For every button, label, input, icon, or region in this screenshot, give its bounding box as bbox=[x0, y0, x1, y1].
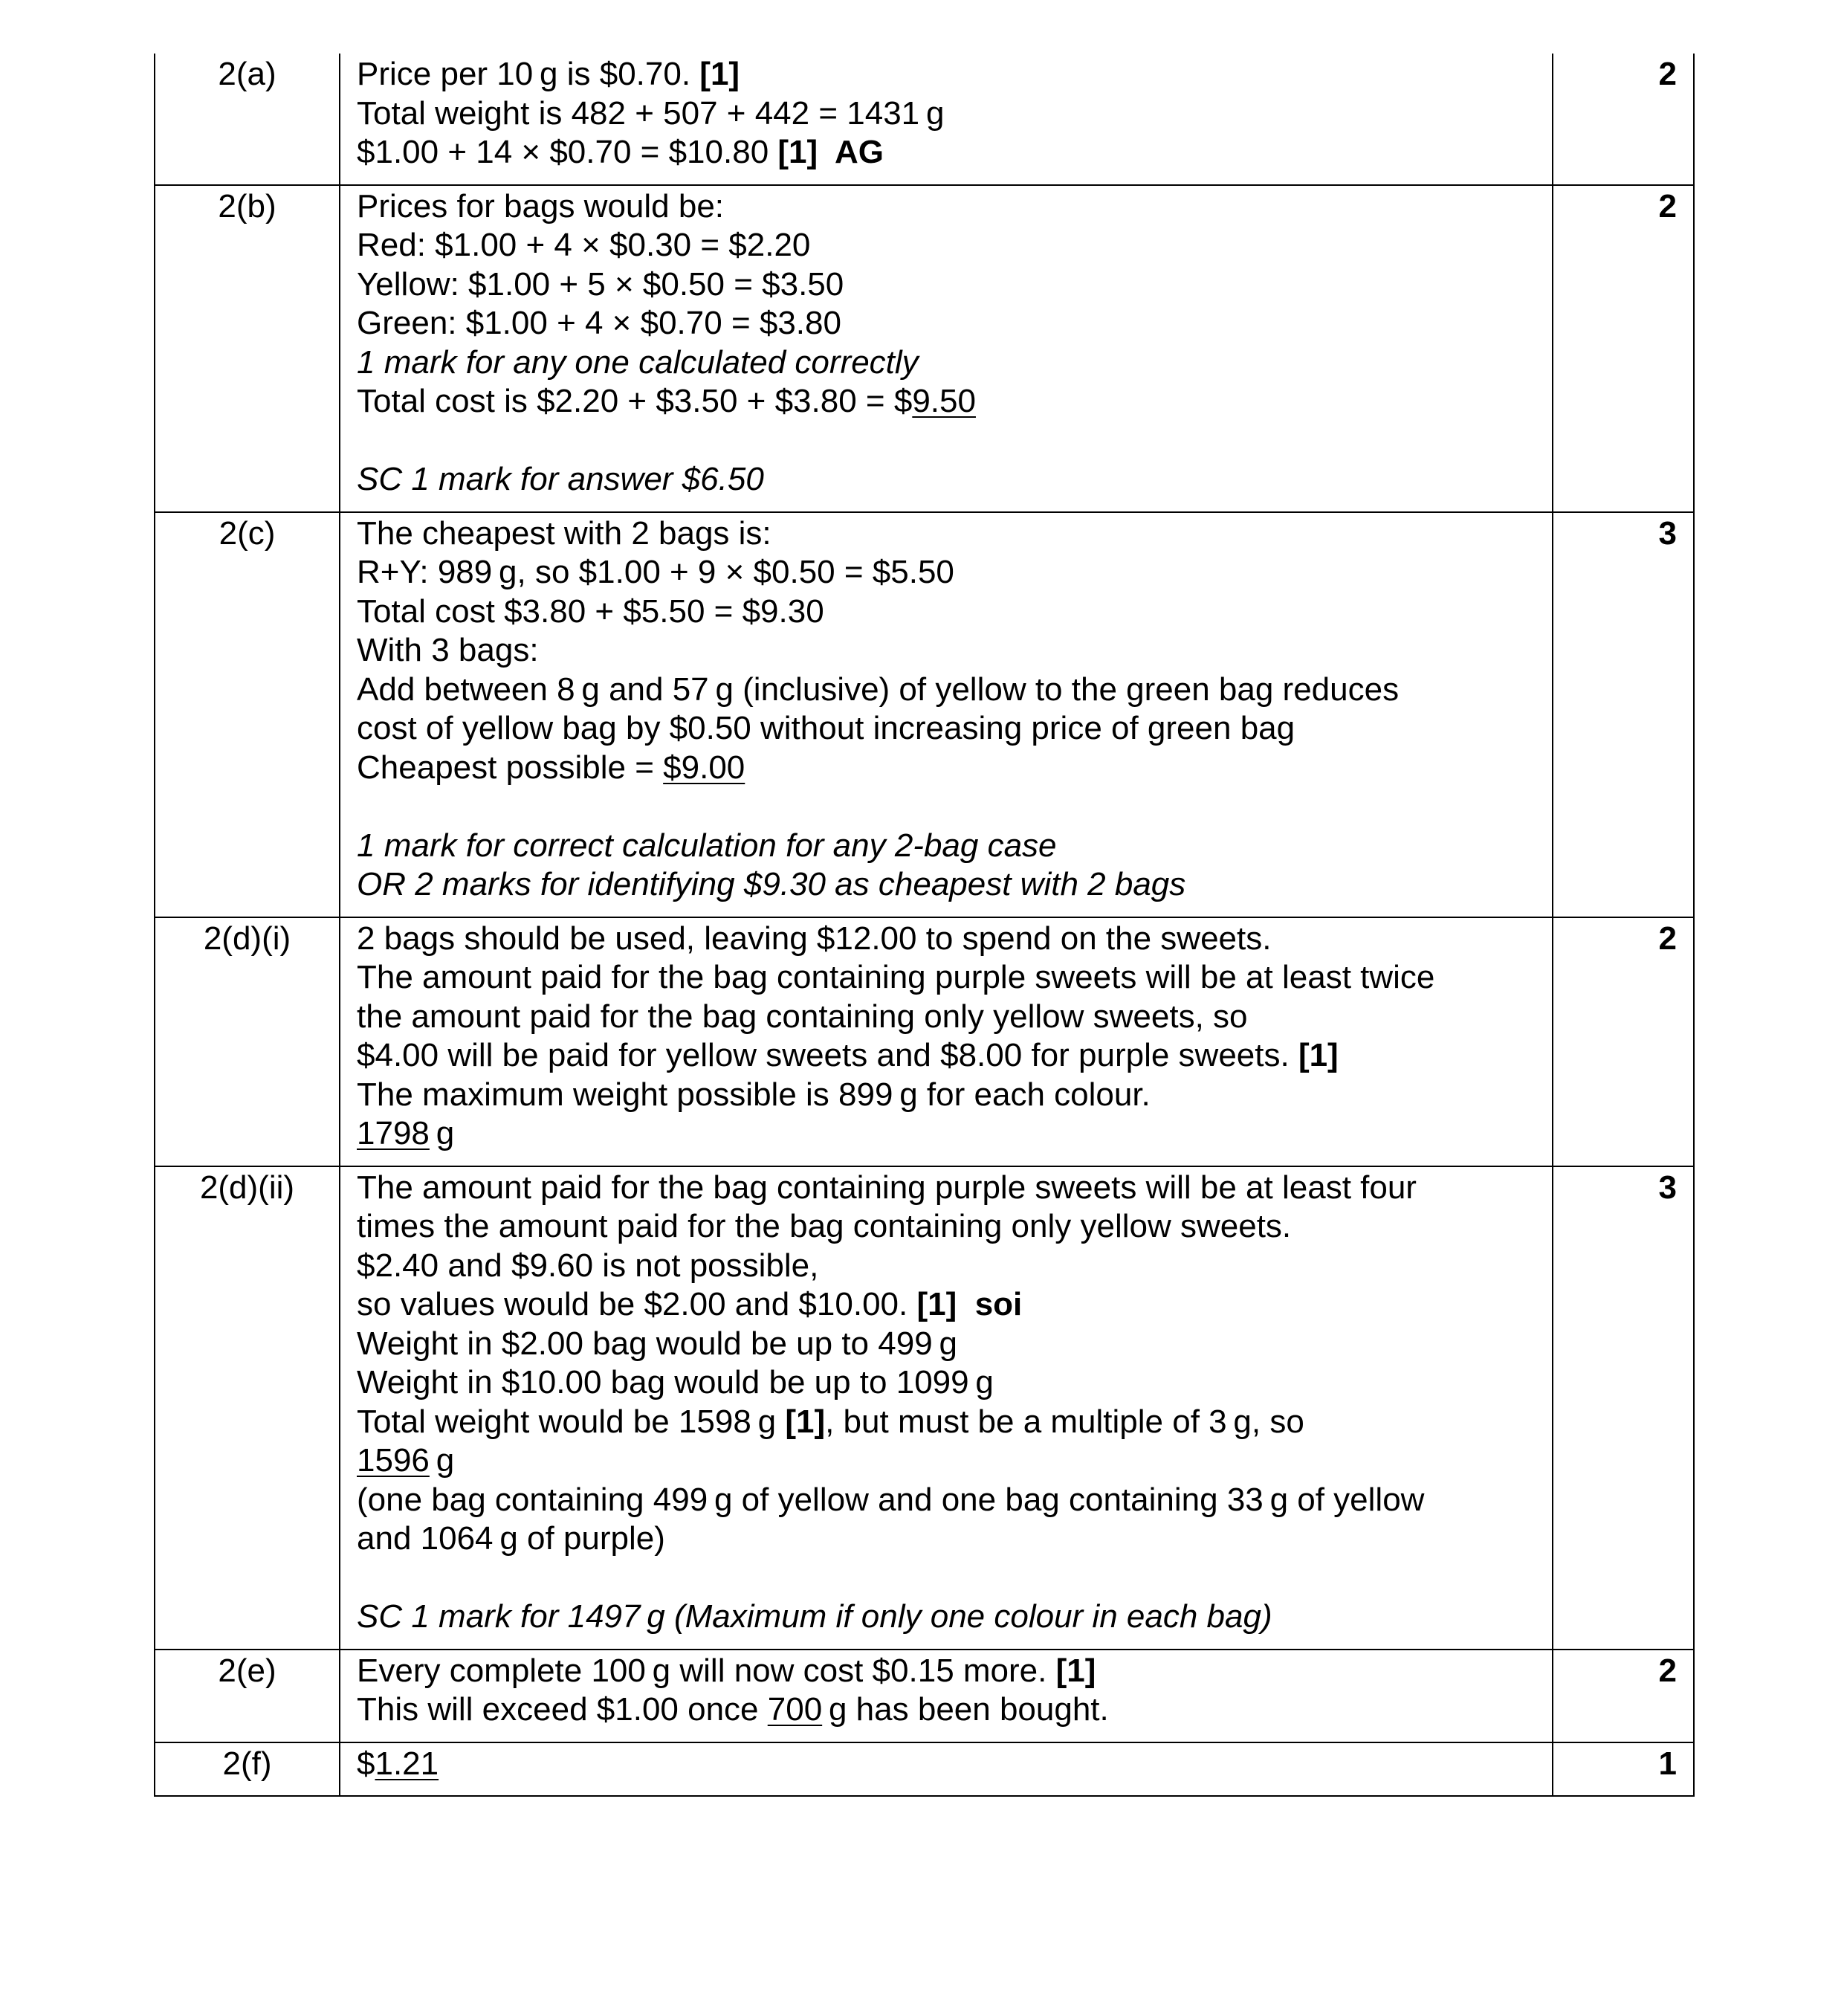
question-number: 2(d)(ii) bbox=[155, 1166, 340, 1650]
answer-cell bbox=[340, 917, 1553, 1166]
answer-line bbox=[357, 1363, 1544, 1403]
answer-line bbox=[357, 382, 1544, 421]
answer-text: Cheapest possible = bbox=[357, 749, 664, 786]
answer-text: Total cost $3.80 + $5.50 = $9.30 bbox=[357, 592, 824, 630]
answer-text: The amount paid for the bag containing purple sweets will be at least twice bbox=[357, 959, 1435, 995]
answer-line bbox=[357, 265, 1544, 305]
answer-text: Green: $1.00 + 4 × $0.70 = $3.80 bbox=[357, 305, 841, 341]
answer-text: Yellow: $1.00 + 5 × $0.50 = $3.50 bbox=[357, 265, 844, 303]
answer-line bbox=[357, 304, 1544, 343]
answer-text: Prices for bags would be: bbox=[357, 187, 725, 224]
final-answer: 9.50 bbox=[912, 383, 976, 419]
answer-text: This will exceed $1.00 once bbox=[357, 1691, 768, 1728]
answer-text: $4.00 will be paid for yellow sweets and $8.00 for purple sweets. bbox=[357, 1037, 1298, 1073]
answer-line bbox=[357, 631, 1544, 671]
answer-line bbox=[357, 1207, 1544, 1247]
answer-line bbox=[357, 709, 1544, 749]
answer-text: The maximum weight possible is 899 g for each colour. bbox=[357, 1076, 1151, 1113]
answer-text: Every complete 100 g will now cost $0.15 more. bbox=[357, 1652, 1056, 1689]
answer-line bbox=[357, 827, 1544, 866]
answer-line bbox=[357, 1169, 1544, 1208]
answer-text: g bbox=[429, 1442, 455, 1479]
answer-text: Add between 8 g and 57 g (inclusive) of yellow to the green bag reduces bbox=[357, 671, 1400, 708]
answer-line bbox=[357, 592, 1544, 632]
answer-cell bbox=[340, 1166, 1553, 1650]
answer-text: 2 bags should be used, leaving $12.00 to spend on the sweets. bbox=[357, 920, 1272, 957]
mark-scheme-row bbox=[155, 512, 1694, 917]
answer-line bbox=[357, 1076, 1544, 1115]
mark-annotation: [1] bbox=[1298, 1037, 1339, 1073]
answer-line bbox=[357, 514, 1544, 554]
answer-text: The cheapest with 2 bags is: bbox=[357, 514, 771, 552]
answer-line bbox=[357, 94, 1544, 134]
answer-cell bbox=[340, 1650, 1553, 1742]
answer-line bbox=[357, 133, 1544, 172]
answer-text: g bbox=[429, 1115, 455, 1151]
answer-line bbox=[357, 1652, 1544, 1691]
answer-text: and 1064 g of purple) bbox=[357, 1520, 665, 1557]
answer-line bbox=[357, 1325, 1544, 1364]
answer-line bbox=[357, 1597, 1544, 1637]
answer-text: Total weight is 482 + 507 + 442 = 1431 g bbox=[357, 94, 945, 132]
answer-line bbox=[357, 920, 1544, 959]
answer-line bbox=[357, 998, 1544, 1037]
answer-text: $ bbox=[357, 1745, 375, 1782]
answer-text: With 3 bags: bbox=[357, 632, 539, 668]
answer-line bbox=[357, 343, 1544, 383]
answer-line bbox=[357, 1481, 1544, 1520]
answer-text: times the amount paid for the bag containing only yellow sweets. bbox=[357, 1208, 1292, 1244]
answer-line bbox=[357, 1690, 1544, 1730]
mark-scheme-row bbox=[155, 54, 1694, 185]
mark-scheme-row bbox=[155, 185, 1694, 512]
marks-cell: 2 bbox=[1553, 917, 1694, 1166]
answer-text: The amount paid for the bag containing purple sweets will be at least four bbox=[357, 1169, 1417, 1206]
answer-line bbox=[357, 1285, 1544, 1325]
answer-cell bbox=[340, 185, 1553, 512]
question-number: 2(f) bbox=[155, 1742, 340, 1797]
marks-cell: 2 bbox=[1553, 185, 1694, 512]
final-answer: 1596 bbox=[357, 1442, 430, 1479]
answer-line bbox=[357, 1441, 1544, 1481]
answer-text: g has been bought. bbox=[822, 1691, 1109, 1728]
answer-text: $2.40 and $9.60 is not possible, bbox=[357, 1247, 819, 1284]
marks-cell: 2 bbox=[1553, 54, 1694, 185]
marking-note: 1 mark for correct calculation for any 2-bag case bbox=[357, 827, 1057, 864]
answer-line bbox=[357, 1114, 1544, 1154]
answer-text: Red: $1.00 + 4 × $0.30 = $2.20 bbox=[357, 227, 811, 263]
marks-cell: 3 bbox=[1553, 512, 1694, 917]
mark-scheme-table bbox=[154, 54, 1695, 1797]
answer-line bbox=[357, 958, 1544, 998]
answer-line bbox=[357, 1519, 1544, 1559]
mark-annotation: [1] AG bbox=[777, 134, 884, 170]
answer-cell bbox=[340, 54, 1553, 185]
answer-line bbox=[357, 749, 1544, 788]
marking-note: SC 1 mark for 1497 g (Maximum if only one colour in each bag) bbox=[357, 1598, 1272, 1635]
mark-annotation: [1] bbox=[1055, 1652, 1096, 1689]
answer-line bbox=[357, 865, 1544, 905]
answer-text: , but must be a multiple of 3 g, so bbox=[825, 1403, 1304, 1440]
answer-line bbox=[357, 1403, 1544, 1442]
mark-annotation: [1] bbox=[699, 56, 740, 92]
answer-line bbox=[357, 671, 1544, 710]
question-number: 2(c) bbox=[155, 512, 340, 917]
answer-text: Weight in $10.00 bag would be up to 1099 g bbox=[357, 1364, 994, 1400]
question-number: 2(b) bbox=[155, 185, 340, 512]
marking-note: OR 2 marks for identifying $9.30 as cheapest with 2 bags bbox=[357, 866, 1186, 902]
question-number: 2(e) bbox=[155, 1650, 340, 1742]
answer-text: cost of yellow bag by $0.50 without increasing price of green bag bbox=[357, 710, 1295, 746]
answer-text: so values would be $2.00 and $10.00. bbox=[357, 1286, 917, 1322]
answer-text: Weight in $2.00 bag would be up to 499 g bbox=[357, 1325, 957, 1362]
answer-line bbox=[357, 1036, 1544, 1076]
answer-text: Total weight would be 1598 g bbox=[357, 1403, 786, 1440]
marks-cell: 3 bbox=[1553, 1166, 1694, 1650]
answer-text: R+Y: 989 g, so $1.00 + 9 × $0.50 = $5.50 bbox=[357, 554, 954, 590]
mark-annotation: [1] soi bbox=[916, 1286, 1023, 1322]
answer-line bbox=[357, 460, 1544, 500]
answer-cell bbox=[340, 512, 1553, 917]
marks-cell: 1 bbox=[1553, 1742, 1694, 1797]
answer-text: (one bag containing 499 g of yellow and one bag containing 33 g of yellow bbox=[357, 1481, 1425, 1518]
mark-scheme-row bbox=[155, 1166, 1694, 1650]
question-number: 2(d)(i) bbox=[155, 917, 340, 1166]
mark-scheme-row bbox=[155, 917, 1694, 1166]
question-number: 2(a) bbox=[155, 54, 340, 185]
answer-line bbox=[357, 55, 1544, 94]
answer-text: Total cost is $2.20 + $3.50 + $3.80 = $ bbox=[357, 383, 913, 419]
answer-line bbox=[357, 787, 1544, 827]
answer-line bbox=[357, 226, 1544, 265]
answer-text: Price per 10 g is $0.70. bbox=[357, 56, 700, 92]
answer-line bbox=[357, 553, 1544, 592]
answer-line bbox=[357, 421, 1544, 461]
answer-line bbox=[357, 1247, 1544, 1286]
marking-note: 1 mark for any one calculated correctly bbox=[357, 343, 919, 381]
marking-note: SC 1 mark for answer $6.50 bbox=[357, 461, 764, 497]
answer-line bbox=[357, 187, 1544, 227]
mark-annotation: [1] bbox=[785, 1403, 826, 1440]
answer-text: the amount paid for the bag containing only yellow sweets, so bbox=[357, 998, 1248, 1035]
mark-scheme-row bbox=[155, 1742, 1694, 1797]
answer-line bbox=[357, 1745, 1544, 1784]
final-answer: $9.00 bbox=[663, 749, 745, 786]
answer-line bbox=[357, 1559, 1544, 1598]
final-answer: 700 bbox=[767, 1691, 823, 1728]
final-answer: 1798 bbox=[357, 1115, 430, 1151]
final-answer: 1.21 bbox=[375, 1745, 439, 1782]
answer-text: $1.00 + 14 × $0.70 = $10.80 bbox=[357, 134, 778, 170]
answer-cell bbox=[340, 1742, 1553, 1797]
marks-cell: 2 bbox=[1553, 1650, 1694, 1742]
mark-scheme-row bbox=[155, 1650, 1694, 1742]
